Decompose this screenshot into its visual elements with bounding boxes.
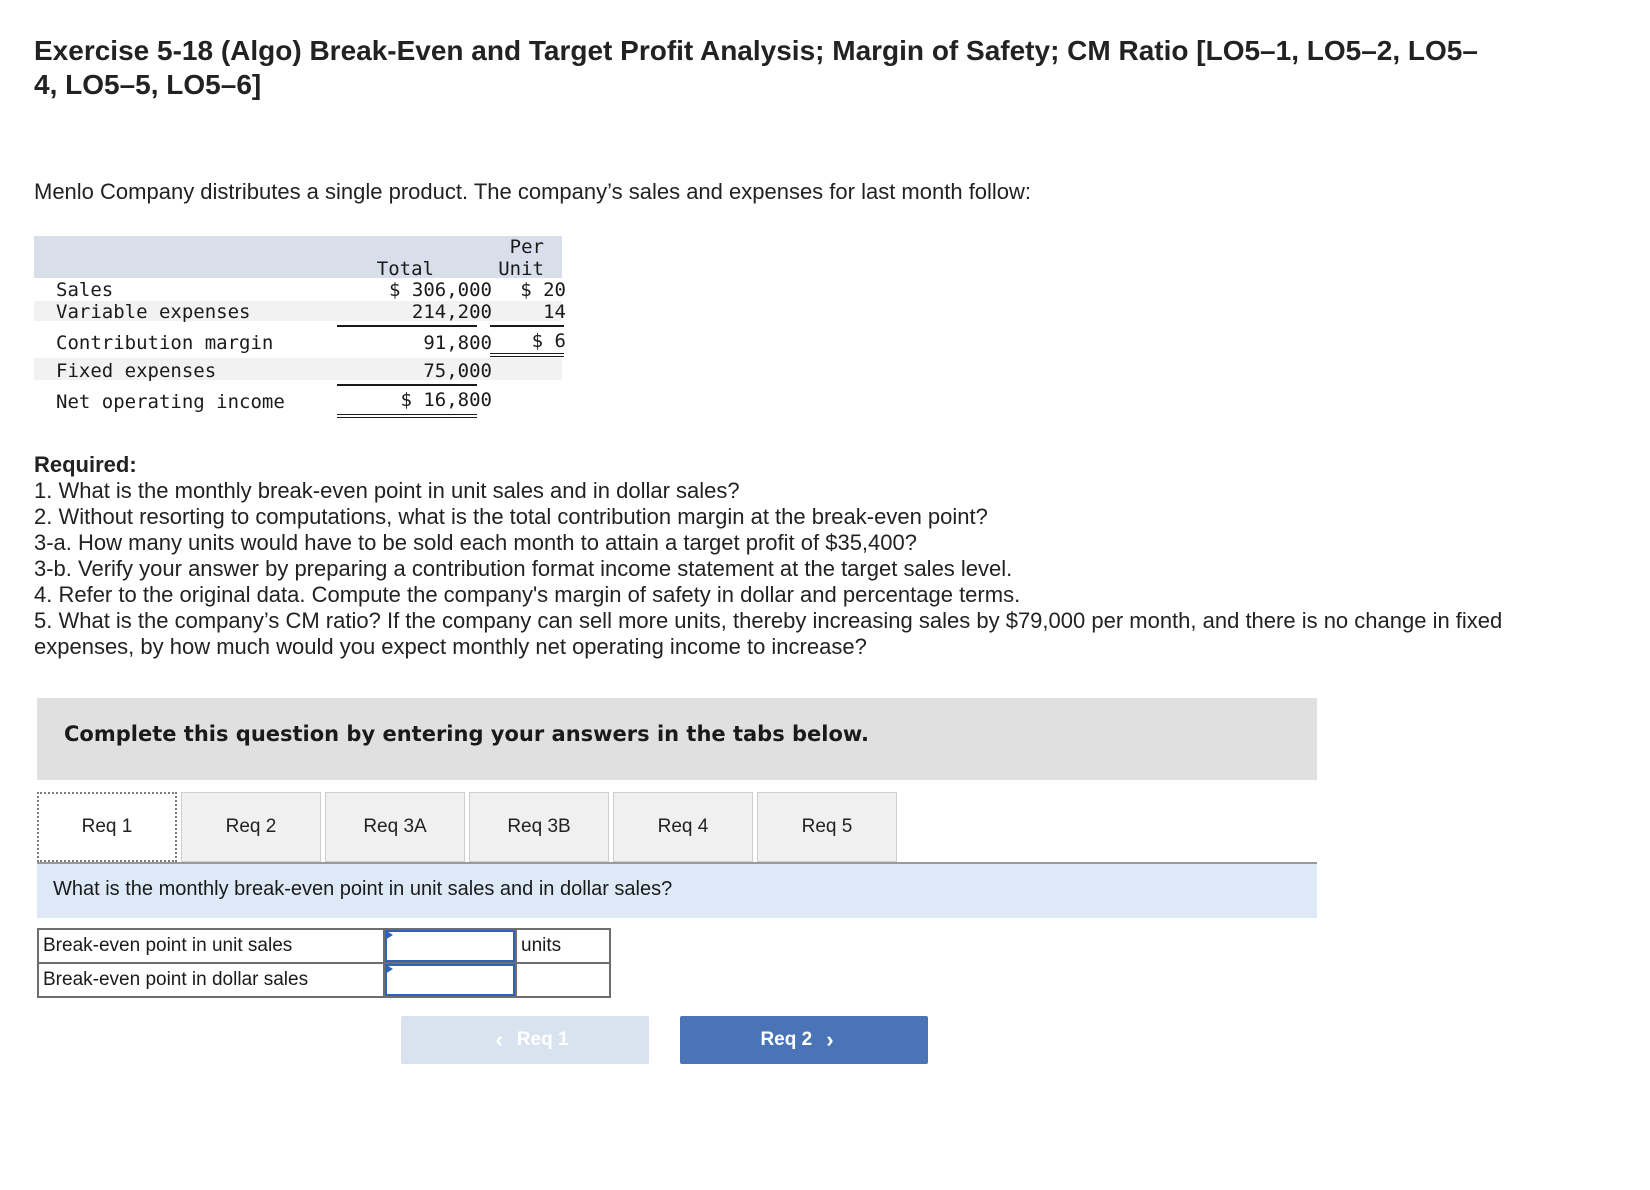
answer-label: Break-even point in unit sales [38, 929, 384, 963]
total-header: Total [376, 258, 434, 280]
required-item: 4. Refer to the original data. Compute the company's margin of safety in dollar and percentage terms. [34, 582, 1021, 607]
required-item: 2. Without resorting to computations, what is the total contribution margin at the break-even point? [34, 504, 988, 529]
input-box[interactable] [385, 964, 515, 996]
next-button[interactable] [680, 1016, 928, 1064]
table-row [38, 929, 610, 963]
input-flag-icon [385, 930, 393, 940]
tab-req-3b[interactable]: Req 3B [469, 792, 609, 862]
table-row [38, 963, 610, 997]
break-even-units-input[interactable] [384, 929, 516, 963]
row-label: Variable expenses [56, 301, 251, 323]
underline [337, 325, 477, 327]
row-total: 75,000 [423, 360, 492, 382]
row-label: Net operating income [56, 391, 285, 413]
required-section [34, 452, 1594, 660]
required-item: 5. What is the company’s CM ratio? If the company can sell more units, thereby increasing sales by $79,000 per month, and there is no change in fixed expenses, by how much would you expect monthly net operating income to increase? [34, 608, 1503, 659]
intro-text: Menlo Company distributes a single product. The company’s sales and expenses for last month follow: [34, 179, 1032, 204]
prev-button-label: Req 1 [516, 1029, 569, 1050]
required-item: 3-b. Verify your answer by preparing a contribution format income statement at the target sales level. [34, 556, 1013, 581]
row-total: 214,200 [411, 301, 492, 323]
row-label: Sales [56, 279, 114, 301]
answer-grid [37, 928, 611, 998]
row-label: Contribution margin [56, 332, 274, 354]
underline [337, 384, 477, 386]
question-banner [37, 864, 1317, 918]
row-per-unit: $ 6 [531, 330, 566, 352]
double-underline [337, 414, 477, 418]
row-total: 91,800 [423, 332, 492, 354]
break-even-dollars-input[interactable] [384, 963, 516, 997]
chevron-right-icon: › [826, 1027, 834, 1052]
next-button-label: Req 2 [760, 1029, 813, 1050]
answer-label: Break-even point in dollar sales [38, 963, 384, 997]
tab-req-5[interactable]: Req 5 [757, 792, 897, 862]
tab-req-3a[interactable]: Req 3A [325, 792, 465, 862]
tab-req-4[interactable]: Req 4 [613, 792, 753, 862]
underline [490, 325, 564, 327]
answer-unit [516, 963, 610, 997]
required-item: 1. What is the monthly break-even point in unit sales and in dollar sales? [34, 478, 740, 503]
row-per-unit: $ 20 [520, 279, 566, 301]
instruction-text: Complete this question by entering your answers in the tabs below. [64, 722, 869, 746]
input-box[interactable] [385, 930, 515, 962]
tab-req-2[interactable]: Req 2 [181, 792, 321, 862]
row-total: $ 16,800 [400, 389, 492, 411]
row-per-unit: 14 [543, 301, 566, 323]
double-underline [490, 353, 564, 357]
question-text: What is the monthly break-even point in unit sales and in dollar sales? [53, 878, 673, 900]
required-heading: Required: [34, 452, 137, 477]
page-title: Exercise 5-18 (Algo) Break-Even and Target Profit Analysis; Margin of Safety; CM Ratio [LO5–1, LO5–2, LO5–4, LO5–5, LO5–6] [34, 35, 1478, 100]
income-statement-table [34, 236, 566, 426]
row-total: $ 306,000 [389, 279, 492, 301]
required-item: 3-a. How many units would have to be sold each month to attain a target profit of $35,400? [34, 530, 917, 555]
input-flag-icon [385, 964, 393, 974]
per-unit-header-1: Per [509, 236, 544, 258]
chevron-left-icon: ‹ [495, 1027, 503, 1052]
per-unit-header-2: Unit [498, 258, 544, 280]
tab-req-1[interactable]: Req 1 [37, 792, 177, 862]
row-label: Fixed expenses [56, 360, 217, 382]
answer-unit: units [516, 929, 610, 963]
prev-button[interactable] [401, 1016, 649, 1064]
